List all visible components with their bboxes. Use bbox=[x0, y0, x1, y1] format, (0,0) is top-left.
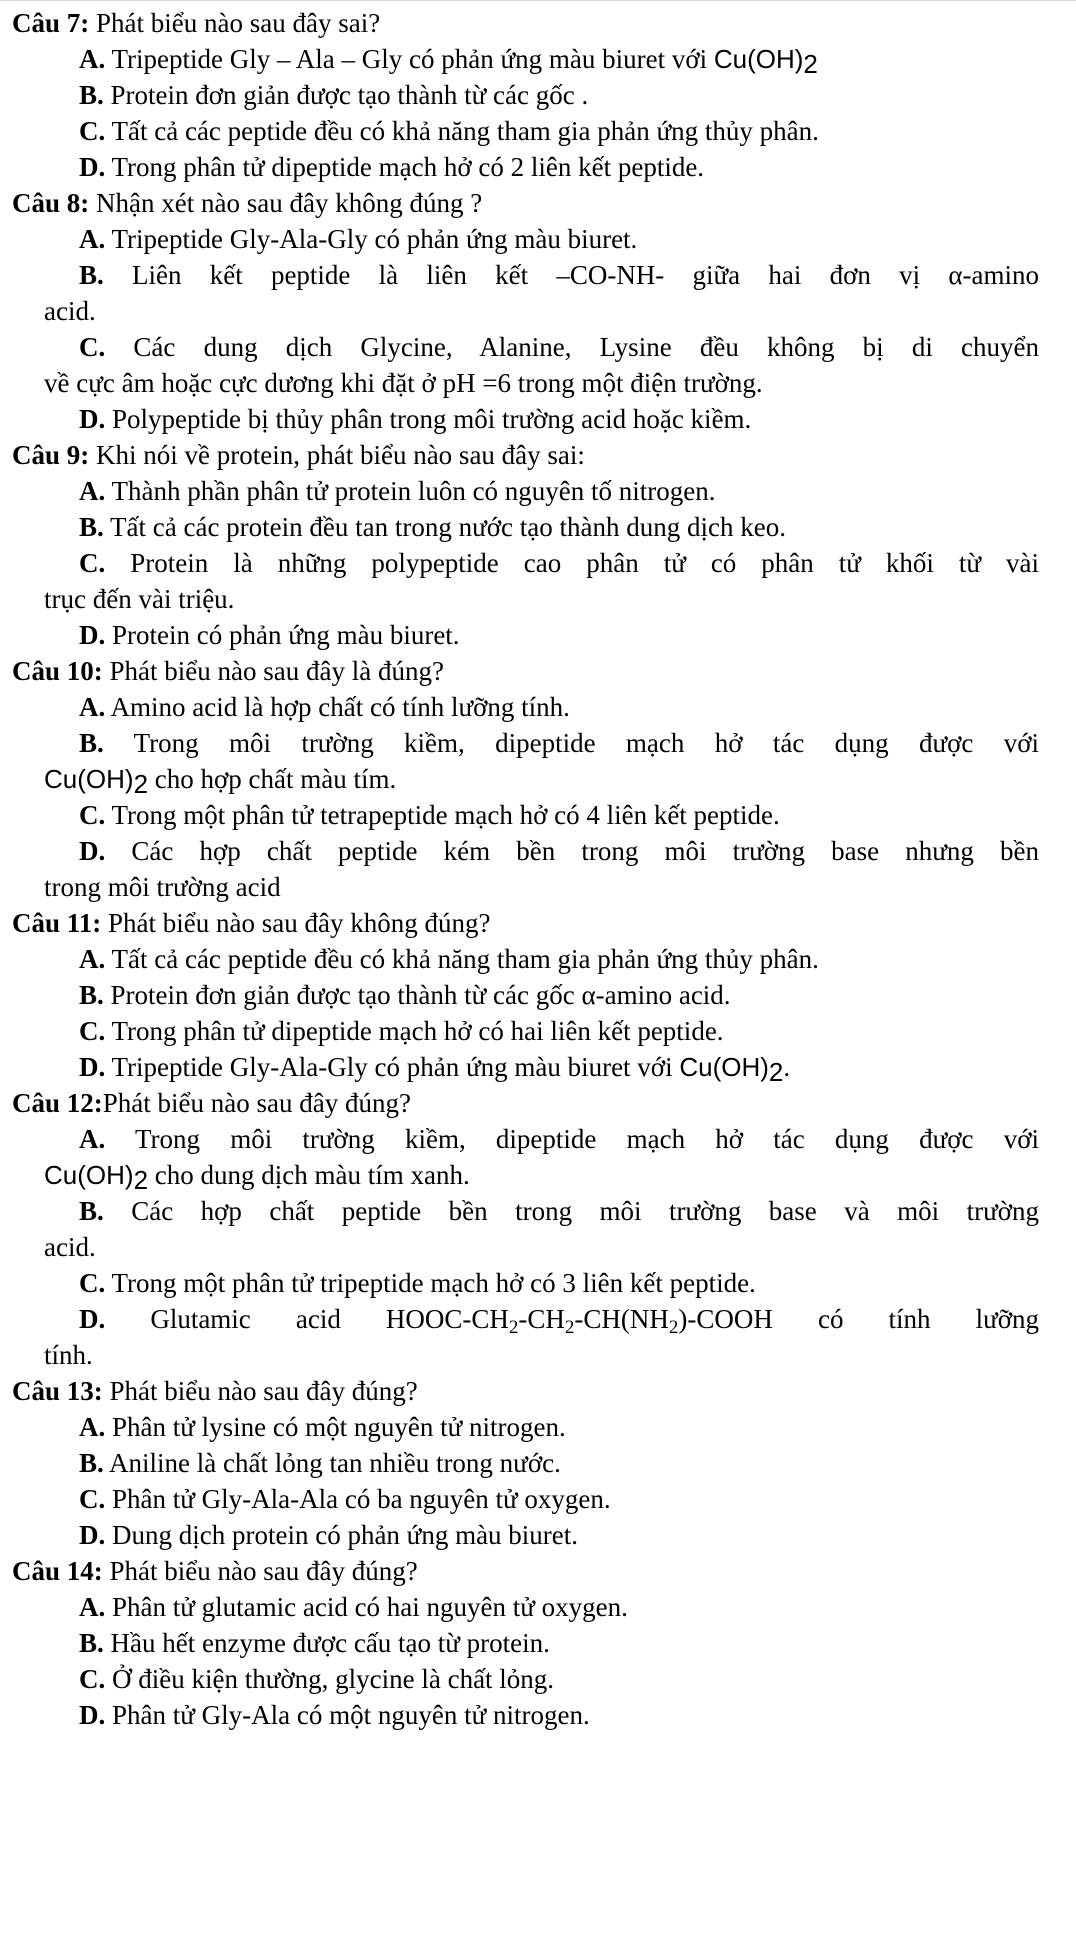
option-text: Phân tử lysine có một nguyên tử nitrogen. bbox=[105, 1412, 566, 1442]
question-13-stem bbox=[12, 1374, 418, 1408]
question-8-option-a bbox=[79, 222, 637, 256]
option-text: Thành phần phân tử protein luôn có nguyên tố nitrogen. bbox=[105, 476, 716, 506]
formula-part: -CH bbox=[518, 1304, 565, 1334]
question-14-option-a bbox=[79, 1590, 628, 1624]
question-12-option-c bbox=[79, 1266, 756, 1300]
option-label: B. bbox=[79, 260, 104, 290]
question-label: Câu 9: bbox=[12, 440, 90, 470]
formula-part: )-COOH có tính lưỡng bbox=[678, 1304, 1039, 1334]
question-11-option-a bbox=[79, 942, 819, 976]
subscript: 2 bbox=[768, 1057, 784, 1087]
question-12-option-d-cont: tính. bbox=[44, 1340, 93, 1370]
question-text: Phát biểu nào sau đây đúng? bbox=[102, 1088, 411, 1118]
question-text: Phát biểu nào sau đây không đúng? bbox=[101, 908, 491, 938]
question-11-option-d bbox=[79, 1050, 791, 1087]
chem-formula: Cu(OH) bbox=[679, 1052, 769, 1082]
subscript: 2 bbox=[508, 1317, 519, 1338]
option-text-end: . bbox=[783, 1052, 791, 1082]
question-10-option-b bbox=[79, 726, 1039, 760]
option-label: A. bbox=[79, 44, 106, 74]
question-text: Phát biểu nào sau đây đúng? bbox=[102, 1556, 418, 1586]
question-11-stem bbox=[12, 906, 490, 940]
option-label: C. bbox=[79, 1664, 106, 1694]
question-10-stem bbox=[12, 654, 444, 688]
option-label: A. bbox=[79, 224, 106, 254]
question-13-option-a bbox=[79, 1410, 566, 1444]
option-label: B. bbox=[79, 512, 104, 542]
option-text: Trong một phân tử tripeptide mạch hở có 3 liên kết peptide. bbox=[105, 1268, 756, 1298]
question-14-option-d bbox=[79, 1698, 590, 1732]
option-label: A. bbox=[79, 476, 106, 506]
subscript: 2 bbox=[803, 49, 818, 79]
option-label: C. bbox=[79, 1268, 106, 1298]
subscript: 2 bbox=[564, 1317, 575, 1338]
option-label: B. bbox=[79, 728, 104, 758]
question-8-option-b bbox=[79, 258, 1039, 292]
question-label: Câu 14: bbox=[12, 1556, 103, 1586]
option-text: Các hợp chất peptide kém bền trong môi trường base nhưng bền bbox=[105, 836, 1039, 866]
question-12-option-a bbox=[79, 1122, 1039, 1156]
question-9-option-b bbox=[79, 510, 786, 544]
question-12-option-b-cont: acid. bbox=[44, 1232, 96, 1262]
question-12-option-d bbox=[79, 1302, 1039, 1336]
question-13-option-b bbox=[79, 1446, 561, 1480]
option-text: Ở điều kiện thường, glycine là chất lỏng. bbox=[105, 1664, 555, 1694]
option-text: Phân tử glutamic acid có hai nguyên tử oxygen. bbox=[105, 1592, 628, 1622]
option-text: Aniline là chất lỏng tan nhiều trong nước. bbox=[103, 1448, 561, 1478]
option-text: Protein là những polypeptide cao phân tử có phân tử khối từ vài bbox=[105, 548, 1039, 578]
question-14-option-c bbox=[79, 1662, 554, 1696]
option-label: B. bbox=[79, 80, 104, 110]
chem-formula: Cu(OH) bbox=[44, 1160, 134, 1190]
question-9-option-c bbox=[79, 546, 1039, 580]
question-text: Nhận xét nào sau đây không đúng ? bbox=[89, 188, 483, 218]
option-label: D. bbox=[79, 1700, 106, 1730]
chem-formula: Cu(OH) bbox=[713, 44, 804, 74]
option-label: C. bbox=[79, 800, 106, 830]
option-text: Tất cả các protein đều tan trong nước tạo thành dung dịch keo. bbox=[103, 512, 786, 542]
question-12-option-b bbox=[79, 1194, 1039, 1228]
question-8-option-b-cont: acid. bbox=[44, 296, 96, 326]
question-10-option-a bbox=[79, 690, 570, 724]
question-8-stem bbox=[12, 186, 482, 220]
option-label: D. bbox=[79, 620, 106, 650]
option-text: Tripeptide Gly-Ala-Gly có phản ứng màu biuret. bbox=[105, 224, 638, 254]
option-text: Tripeptide Gly – Ala – Gly có phản ứng màu biuret với bbox=[105, 44, 714, 74]
question-label: Câu 10: bbox=[12, 656, 103, 686]
question-12-option-a-cont bbox=[44, 1158, 470, 1195]
top-divider bbox=[0, 0, 1076, 1]
option-label: C. bbox=[79, 116, 106, 146]
question-10-option-c bbox=[79, 798, 780, 832]
option-text: Tất cả các peptide đều có khả năng tham gia phản ứng thủy phân. bbox=[105, 116, 819, 146]
question-9-option-d bbox=[79, 618, 460, 652]
question-12-stem bbox=[12, 1086, 411, 1120]
question-7-option-c bbox=[79, 114, 819, 148]
option-label: B. bbox=[79, 1628, 104, 1658]
chem-formula: Cu(OH) bbox=[44, 764, 134, 794]
question-text: Phát biểu nào sau đây đúng? bbox=[102, 1376, 418, 1406]
question-11-option-b bbox=[79, 978, 731, 1012]
option-text: Trong phân tử dipeptide mạch hở có hai liên kết peptide. bbox=[105, 1016, 724, 1046]
option-label: B. bbox=[79, 980, 104, 1010]
question-13-option-c bbox=[79, 1482, 611, 1516]
option-text: Phân tử Gly-Ala có một nguyên tử nitrogen. bbox=[105, 1700, 590, 1730]
question-label: Câu 8: bbox=[12, 188, 90, 218]
option-label: A. bbox=[79, 692, 106, 722]
question-8-option-c bbox=[79, 330, 1039, 364]
question-14-stem bbox=[12, 1554, 418, 1588]
option-label: D. bbox=[79, 404, 106, 434]
option-text: Tripeptide Gly-Ala-Gly có phản ứng màu biuret với bbox=[105, 1052, 680, 1082]
option-label: B. bbox=[79, 1448, 104, 1478]
subscript: 2 bbox=[668, 1317, 679, 1338]
option-label: C. bbox=[79, 548, 106, 578]
question-9-stem bbox=[12, 438, 585, 472]
option-label: D. bbox=[79, 1520, 106, 1550]
option-text: Trong phân tử dipeptide mạch hở có 2 liên kết peptide. bbox=[105, 152, 705, 182]
option-text: Protein có phản ứng màu biuret. bbox=[105, 620, 460, 650]
question-7-option-d bbox=[79, 150, 704, 184]
option-text: Trong môi trường kiềm, dipeptide mạch hở tác dụng được với bbox=[105, 1124, 1039, 1154]
option-label: B. bbox=[79, 1196, 104, 1226]
option-text: Các hợp chất peptide bền trong môi trường base và môi trường bbox=[103, 1196, 1039, 1226]
question-9-option-c-cont: trục đến vài triệu. bbox=[44, 584, 235, 614]
option-label: A. bbox=[79, 1124, 106, 1154]
option-text: Dung dịch protein có phản ứng màu biuret. bbox=[105, 1520, 579, 1550]
option-text: Các dung dịch Glycine, Alanine, Lysine đều không bị di chuyển bbox=[105, 332, 1039, 362]
question-7-stem bbox=[12, 6, 380, 40]
option-text: Liên kết peptide là liên kết –CO-NH- giữa hai đơn vị α-amino bbox=[103, 260, 1039, 290]
option-text: Tất cả các peptide đều có khả năng tham gia phản ứng thủy phân. bbox=[105, 944, 819, 974]
question-14-option-b bbox=[79, 1626, 550, 1660]
question-10-option-b-cont bbox=[44, 762, 397, 799]
question-label: Câu 11: bbox=[12, 908, 102, 938]
option-text: Trong môi trường kiềm, dipeptide mạch hở tác dụng được với bbox=[103, 728, 1039, 758]
option-label: D. bbox=[79, 1052, 106, 1082]
option-label: A. bbox=[79, 1592, 106, 1622]
option-label: D. bbox=[79, 152, 106, 182]
question-8-option-d bbox=[79, 402, 751, 436]
option-label: D. bbox=[79, 1304, 106, 1334]
question-11-option-c bbox=[79, 1014, 724, 1048]
question-label: Câu 7: bbox=[12, 8, 90, 38]
option-label: A. bbox=[79, 1412, 106, 1442]
option-text: Protein đơn giản được tạo thành từ các gốc α-amino acid. bbox=[103, 980, 731, 1010]
question-text: Khi nói về protein, phát biểu nào sau đây sai: bbox=[89, 440, 585, 470]
option-text: Polypeptide bị thủy phân trong môi trường acid hoặc kiềm. bbox=[105, 404, 752, 434]
question-10-option-d-cont: trong môi trường acid bbox=[44, 872, 281, 902]
question-label: Câu 13: bbox=[12, 1376, 103, 1406]
option-label: C. bbox=[79, 332, 106, 362]
option-text: Glutamic acid HOOC-CH bbox=[105, 1304, 509, 1334]
option-text: Phân tử Gly-Ala-Ala có ba nguyên tử oxygen. bbox=[105, 1484, 611, 1514]
question-13-option-d bbox=[79, 1518, 578, 1552]
question-8-option-c-cont: về cực âm hoặc cực dương khi đặt ở pH =6 trong một điện trường. bbox=[44, 368, 763, 398]
option-text: cho hợp chất màu tím. bbox=[148, 764, 397, 794]
option-label: D. bbox=[79, 836, 106, 866]
option-text: Trong một phân tử tetrapeptide mạch hở có 4 liên kết peptide. bbox=[105, 800, 780, 830]
option-text: Hầu hết enzyme được cấu tạo từ protein. bbox=[103, 1628, 550, 1658]
subscript: 2 bbox=[133, 1165, 149, 1195]
question-text: Phát biểu nào sau đây sai? bbox=[89, 8, 381, 38]
question-10-option-d bbox=[79, 834, 1039, 868]
question-9-option-a bbox=[79, 474, 716, 508]
option-text: Protein đơn giản được tạo thành từ các gốc . bbox=[103, 80, 589, 110]
option-label: A. bbox=[79, 944, 106, 974]
option-text: cho dung dịch màu tím xanh. bbox=[148, 1160, 470, 1190]
question-7-option-a bbox=[79, 42, 818, 79]
question-label: Câu 12: bbox=[12, 1088, 103, 1118]
option-label: C. bbox=[79, 1016, 106, 1046]
option-text: Amino acid là hợp chất có tính lưỡng tính. bbox=[105, 692, 570, 722]
subscript: 2 bbox=[133, 769, 149, 799]
question-text: Phát biểu nào sau đây là đúng? bbox=[102, 656, 444, 686]
option-label: C. bbox=[79, 1484, 106, 1514]
question-7-option-b bbox=[79, 78, 588, 112]
formula-part: -CH(NH bbox=[574, 1304, 669, 1334]
